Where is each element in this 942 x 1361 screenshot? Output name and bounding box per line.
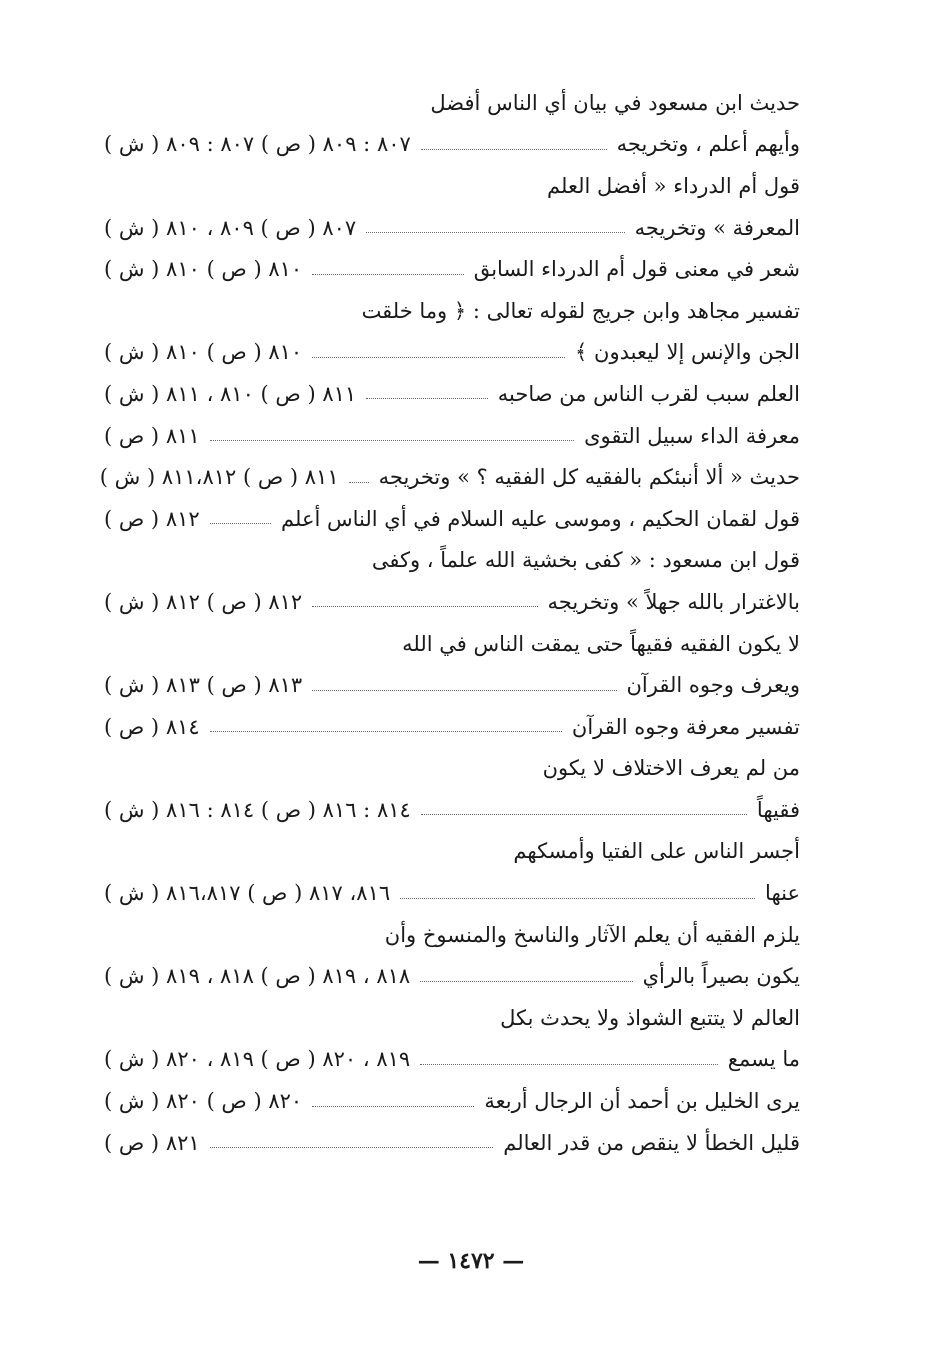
entry-refs: ٨١٤ ( ص ) <box>104 714 200 739</box>
dot-leader <box>421 814 747 815</box>
dot-leader <box>420 981 632 982</box>
entry-title: قول ابن مسعود : « كفى بخشية الله علماً ، وكفى <box>371 548 800 573</box>
dot-leader <box>366 232 624 233</box>
entry-title: قليل الخطأ لا ينقص من قدر العالم <box>503 1130 800 1155</box>
dot-leader <box>312 274 463 275</box>
index-entry <box>104 623 800 665</box>
entry-title: شعر في معنى قول أم الدرداء السابق <box>473 257 800 282</box>
index-entry <box>99 456 800 498</box>
index-entry <box>104 664 800 706</box>
dot-leader <box>366 398 488 399</box>
entry-title: قول لقمان الحكيم ، وموسى عليه السلام في أي الناس أعلم <box>281 506 800 531</box>
entry-refs: ٨١٦، ٨١٧ ( ص ) ٨١٦،٨١٧ ( ش ) <box>104 881 391 906</box>
index-entry <box>104 498 800 540</box>
entry-refs: ٨١١ ( ص ) ٨١١،٨١٢ ( ش ) <box>99 465 339 490</box>
entry-title: العالم لا يتتبع الشواذ ولا يحدث بكل <box>500 1005 800 1030</box>
index-entry <box>104 332 800 374</box>
entry-title: الجن والإنس إلا ليعبدون ﴾ <box>575 340 800 365</box>
index-entry <box>104 789 800 831</box>
entry-refs: ٨١٠ ( ص ) ٨١٠ ( ش ) <box>104 340 303 365</box>
dot-leader <box>210 731 562 732</box>
entry-refs: ٨١١ ( ص ) ٨١٠ ، ٨١١ ( ش ) <box>104 381 357 406</box>
index-entry <box>104 748 800 790</box>
entry-refs: ٨٠٧ : ٨٠٩ ( ص ) ٨٠٧ : ٨٠٩ ( ش ) <box>104 132 411 157</box>
dot-leader <box>312 1106 474 1107</box>
index-entry <box>104 373 800 415</box>
entry-refs: ٨١١ ( ص ) <box>104 423 200 448</box>
index-entry <box>104 1080 800 1122</box>
entry-refs: ٨٢١ ( ص ) <box>104 1130 200 1155</box>
dot-leader <box>210 523 271 524</box>
index-entry <box>104 165 800 207</box>
entry-refs: ٨١٢ ( ص ) <box>104 506 200 531</box>
entry-title: ما يسمع <box>727 1047 800 1072</box>
entry-title: يكون بصيراً بالرأي <box>642 964 800 989</box>
dot-leader <box>312 690 616 691</box>
entry-title: حديث « ألا أنبئكم بالفقيه كل الفقيه ؟ » وتخريجه <box>378 465 800 490</box>
entry-title: العلم سبب لقرب الناس من صاحبه <box>497 381 800 406</box>
index-entry <box>104 831 800 873</box>
dot-leader <box>421 149 607 150</box>
entry-title: من لم يعرف الاختلاف لا يكون <box>542 756 800 781</box>
index-entry <box>104 248 800 290</box>
entry-refs: ٨١٣ ( ص ) ٨١٣ ( ش ) <box>104 673 303 698</box>
entry-title: فقيهاً <box>756 797 800 822</box>
entry-title: يرى الخليل بن أحمد أن الرجال أربعة <box>484 1089 800 1114</box>
entry-refs: ٨٠٧ ( ص ) ٨٠٩ ، ٨١٠ ( ش ) <box>104 215 357 240</box>
entry-title: المعرفة » وتخريجه <box>634 215 800 240</box>
index-entry <box>104 540 800 582</box>
index-entry <box>104 82 800 124</box>
index-entry <box>104 1122 800 1164</box>
entry-title: حديث ابن مسعود في بيان أي الناس أفضل <box>430 90 800 115</box>
entry-title: أجسر الناس على الفتيا وأمسكهم <box>513 839 800 864</box>
index-entry <box>104 207 800 249</box>
index-entry <box>104 124 800 166</box>
entry-title: معرفة الداء سبيل التقوى <box>584 423 800 448</box>
entry-refs: ٨١٠ ( ص ) ٨١٠ ( ش ) <box>104 257 303 282</box>
entry-title: وأيهم أعلم ، وتخريجه <box>616 132 800 157</box>
dot-leader <box>312 606 537 607</box>
entry-title: عنها <box>765 881 800 906</box>
page-number: — ١٤٧٢ — <box>417 1248 525 1274</box>
index-entry <box>104 955 800 997</box>
entry-title: تفسير معرفة وجوه القرآن <box>571 714 800 739</box>
index-entry <box>104 1039 800 1081</box>
dot-leader <box>210 1147 494 1148</box>
entry-title: بالاغترار بالله جهلاً » وتخريجه <box>547 589 800 614</box>
entry-refs: ٨٢٠ ( ص ) ٨٢٠ ( ش ) <box>104 1089 303 1114</box>
entry-title: تفسير مجاهد وابن جريج لقوله تعالى : ﴿ وما خلقت <box>361 298 800 323</box>
entry-refs: ٨١٤ : ٨١٦ ( ص ) ٨١٤ : ٨١٦ ( ش ) <box>104 797 411 822</box>
entry-title: قول أم الدرداء « أفضل العلم <box>547 173 800 198</box>
entry-title: لا يكون الفقيه فقيهاً حتى يمقت الناس في الله <box>402 631 800 656</box>
entry-title: ويعرف وجوه القرآن <box>626 673 800 698</box>
index-entry <box>104 581 800 623</box>
index-entry <box>104 706 800 748</box>
dot-leader <box>400 898 755 899</box>
dot-leader <box>349 482 369 483</box>
entry-refs: ٨١٢ ( ص ) ٨١٢ ( ش ) <box>104 589 303 614</box>
index-entry <box>104 415 800 457</box>
entry-title: يلزم الفقيه أن يعلم الآثار والناسخ والمنسوخ وأن <box>384 922 800 947</box>
index-entry <box>104 872 800 914</box>
dot-leader <box>420 1064 718 1065</box>
index-entry <box>104 914 800 956</box>
index-entry <box>104 997 800 1039</box>
index-entries <box>99 82 800 1163</box>
entry-refs: ٨١٨ ، ٨١٩ ( ص ) ٨١٨ ، ٨١٩ ( ش ) <box>104 964 411 989</box>
dot-leader <box>312 357 565 358</box>
index-entry <box>104 290 800 332</box>
entry-refs: ٨١٩ ، ٨٢٠ ( ص ) ٨١٩ ، ٨٢٠ ( ش ) <box>104 1047 411 1072</box>
dot-leader <box>210 440 574 441</box>
